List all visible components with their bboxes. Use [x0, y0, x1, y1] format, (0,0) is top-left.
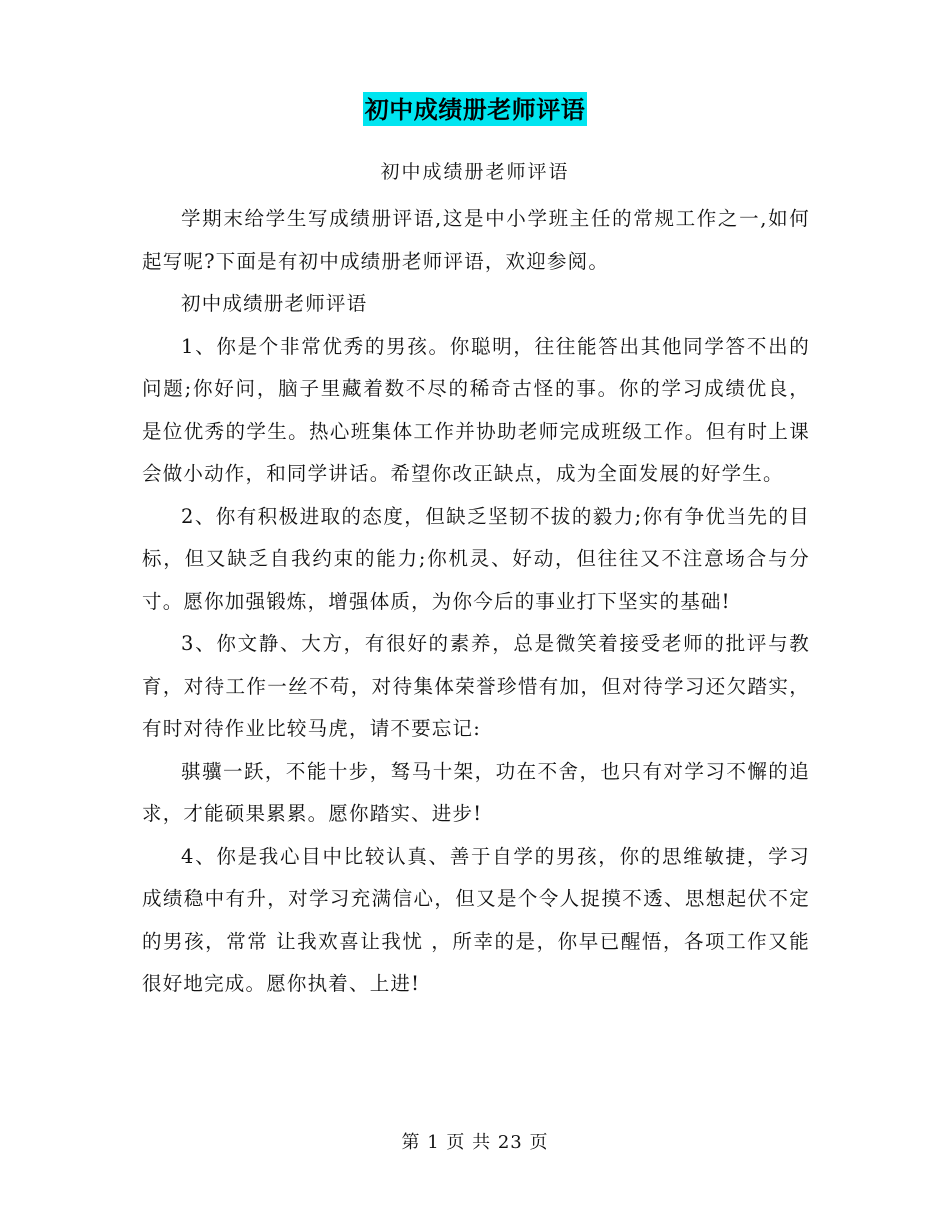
- title-container: [0, 92, 950, 126]
- paragraph-comment-3: 3、你文静、大方，有很好的素养，总是微笑着接受老师的批评与教育，对待工作一丝不苟，对待集体荣誉珍惜有加，但对待学习还欠踏实，有时对待作业比较马虎，请不要忘记:: [142, 632, 810, 740]
- document-subtitle: 初中成绩册老师评语: [380, 161, 570, 183]
- document-title: 初中成绩册老师评语: [363, 92, 588, 126]
- page-footer: 第 1 页 共 23 页: [401, 1132, 549, 1153]
- paragraph-comment-2: 2、你有积极进取的态度，但缺乏坚韧不拔的毅力;你有争优当先的目标，但又缺乏自我约束的能力;你机灵、好动，但往往又不注意场合与分寸。愿你加强锻炼，增强体质，为你今后的事业打下坚实的基础!: [142, 504, 810, 613]
- paragraph-comment-4: 4、你是我心目中比较认真、善于自学的男孩，你的思维敏捷，学习成绩稳中有升，对学习充满信心，但又是个令人捉摸不透、思想起伏不定的男孩，常常 让我欢喜让我忧 ，所幸的是，你早已醒悟，各项工作又能很好地完成。愿你执着、上进!: [142, 844, 810, 995]
- paragraph-intro: 学期末给学生写成绩册评语,这是中小学班主任的常规工作之一,如何起写呢?下面是有初中成绩册老师评语，欢迎参阅。: [142, 207, 810, 273]
- paragraph-comment-3-quote: 骐骥一跃，不能十步，驽马十架，功在不舍，也只有对学习不懈的追求，才能硕果累累。愿你踏实、进步!: [142, 759, 810, 825]
- paragraph-heading: 初中成绩册老师评语: [181, 292, 368, 315]
- document-body: [142, 198, 810, 1006]
- paragraph-comment-1: 1、你是个非常优秀的男孩。你聪明，往往能答出其他同学答不出的问题;你好问，脑子里藏着数不尽的稀奇古怪的事。你的学习成绩优良，是位优秀的学生。热心班集体工作并协助老师完成班级工作。但有时上课会做小动作，和同学讲话。希望你改正缺点，成为全面发展的好学生。: [142, 334, 810, 485]
